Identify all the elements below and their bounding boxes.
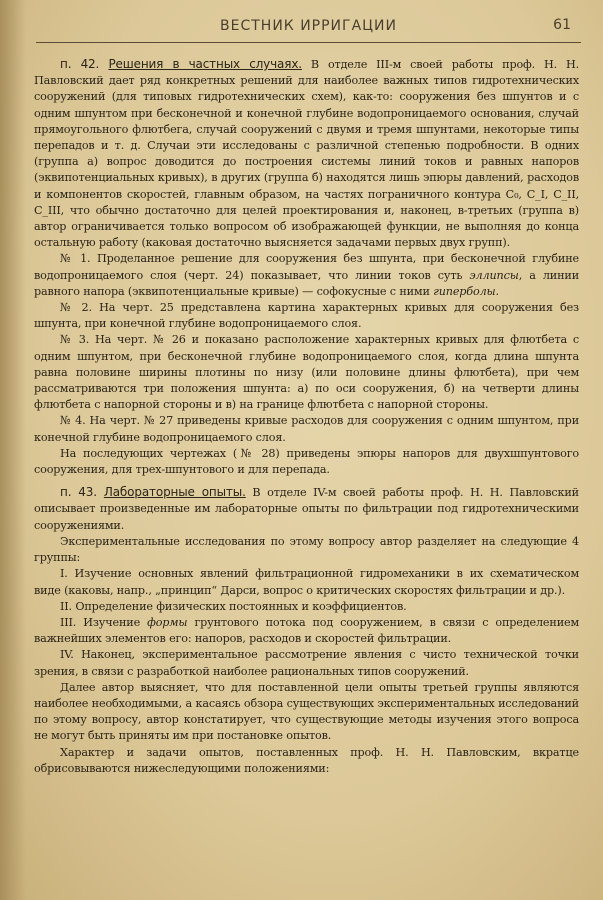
running-title: ВЕСТНИК ИРРИГАЦИИ — [220, 18, 397, 34]
section-43-paragraph — [34, 484, 579, 534]
group-1-paragraph: I. Изучение основных явлений фильтрационной гидромеханики в их схематическом виде (каковы, напр., „принцип“ Дарси, вопрос о критических скоростях фильтрации и др.). — [34, 567, 579, 597]
case-1-term-ellipses: эллипсы — [469, 268, 519, 282]
group-3-paragraph — [34, 615, 579, 647]
section-43-number: п. 43. — [60, 485, 97, 500]
later-drawings-paragraph: На последующих чертежах (№ 28) приведены эпюры напоров для двухшпунтового сооружения, для трех-шпунтового и для перепада. — [34, 446, 579, 477]
case-1-paragraph — [34, 251, 579, 300]
case-1-text-b: , а линии равного напора (эквипотенциальные кривые) — софокусные с ними — [34, 268, 580, 298]
case-1-text-a: № 1. Проделанное решение для сооружения без шпунта, при бесконечной глубине водопроницаемого слоя (черт. 24) показывает, что линии токов суть — [34, 252, 579, 282]
group-3-text-a: III. Изучение — [60, 615, 141, 629]
case-1-text-c: . — [495, 284, 499, 298]
article-body — [34, 56, 579, 777]
page-header — [36, 16, 581, 44]
summary-paragraph: Характер и задачи опытов, поставленных проф. Н. Н. Павловским, вкратце обрисовываются нижеследующими положениями: — [34, 745, 579, 775]
page-number: 61 — [553, 17, 571, 33]
group-3-text-b: грунтового потока под сооружением, в связи с определением важнейших элементов его: напоров, расходов и скоростей фильтрации. — [34, 615, 580, 646]
group-4-paragraph: IV. Наконец, экспериментальное рассмотрение явления с чисто технической точки зрения, в связи с разработкой наиболее рациональных типов сооружений. — [34, 648, 579, 678]
section-42-paragraph — [34, 56, 579, 251]
group-3-term-form: формы — [147, 615, 188, 629]
section-42-heading — [60, 57, 302, 71]
section-43-heading — [60, 485, 246, 499]
case-3-paragraph: № 3. На черт. № 26 и показано расположение характерных кривых для флютбета с одним шпунтом, при бесконечной глубине водопроницаемого слоя, когда длина шпунта равна половине ширины плотины по низу (или половине длины флютбета), при чем рассматриваются три положения шпунта: а) по оси сооружения, б) на четверти длины флютбета с напорной стороны и в) на границе флютбета с напорной стороны. — [34, 333, 579, 412]
section-43-text: В отделе IV-м своей работы проф. Н. Н. Павловский описывает произведенные им лабораторные опыты по фильтрации под гидротехническими сооружениями. — [34, 486, 579, 532]
header-rule — [36, 42, 581, 43]
groups-intro-paragraph: Экспериментальные исследования по этому вопросу автор разделяет на следующие 4 группы: — [34, 534, 579, 565]
section-43-title: Лабораторные опыты. — [103, 485, 246, 500]
section-42-text: В отделе III-м своей работы проф. Н. Н. Павловский дает ряд конкретных решений для наиболее важных типов гидротехнических сооружений (для типовых гидротехнических схем), как-то: сооружения без шпунтов и с одним шпунтом при бесконечной и конечной глубине водопроницаемого основания, случай прямоугольного флютбега, случай сооружений с двумя и тремя шпунтами, некоторые типы перепадов и т. д. Случаи эти исследованы с различной степенью подробности. В одних (группа а) вопрос доводится до построения системы линий токов и равных напоров (эквипотенциальных кривых), в других (группа б) находятся лишь эпюры давлений, расходов и компонентов скоростей, главным образом, на частях пограничного контура C₀, C_I, C_II, C_III, что обычно достаточно для целей проектирования и, наконец, в-третьих (группа в) автор ограничивается только вопросом об изображающей функции, не выполняя до конца остальную работу (каковая достаточно выясняется задачами первых двух групп). — [34, 58, 579, 250]
case-1-term-hyperbolas: гиперболы — [433, 284, 496, 298]
group-2-paragraph: II. Определение физических постоянных и коэффициентов. — [60, 599, 407, 613]
case-2-paragraph: № 2. На черт. 25 представлена картина характерных кривых для сооружения без шпунта, при конечной глубине водопроницаемого слоя. — [34, 301, 579, 331]
case-4-paragraph: № 4. На черт. № 27 приведены кривые расходов для сооружения с одним шпунтом, при конечной глубине водопроницаемого слоя. — [34, 414, 579, 444]
section-42-number: п. 42. — [60, 57, 100, 71]
section-42-title: Решения в частных случаях. — [108, 57, 302, 71]
analysis-paragraph: Далее автор выясняет, что для поставленной цели опыты третьей группы являются наиболее необходимыми, а касаясь обзора существующих экспериментальных исследований по этому вопросу, автор констатирует, что существующие методы изучения этого вопроса не могут быть приняты им при постановке опытов. — [34, 680, 579, 743]
page-edge-shadow — [0, 0, 26, 900]
